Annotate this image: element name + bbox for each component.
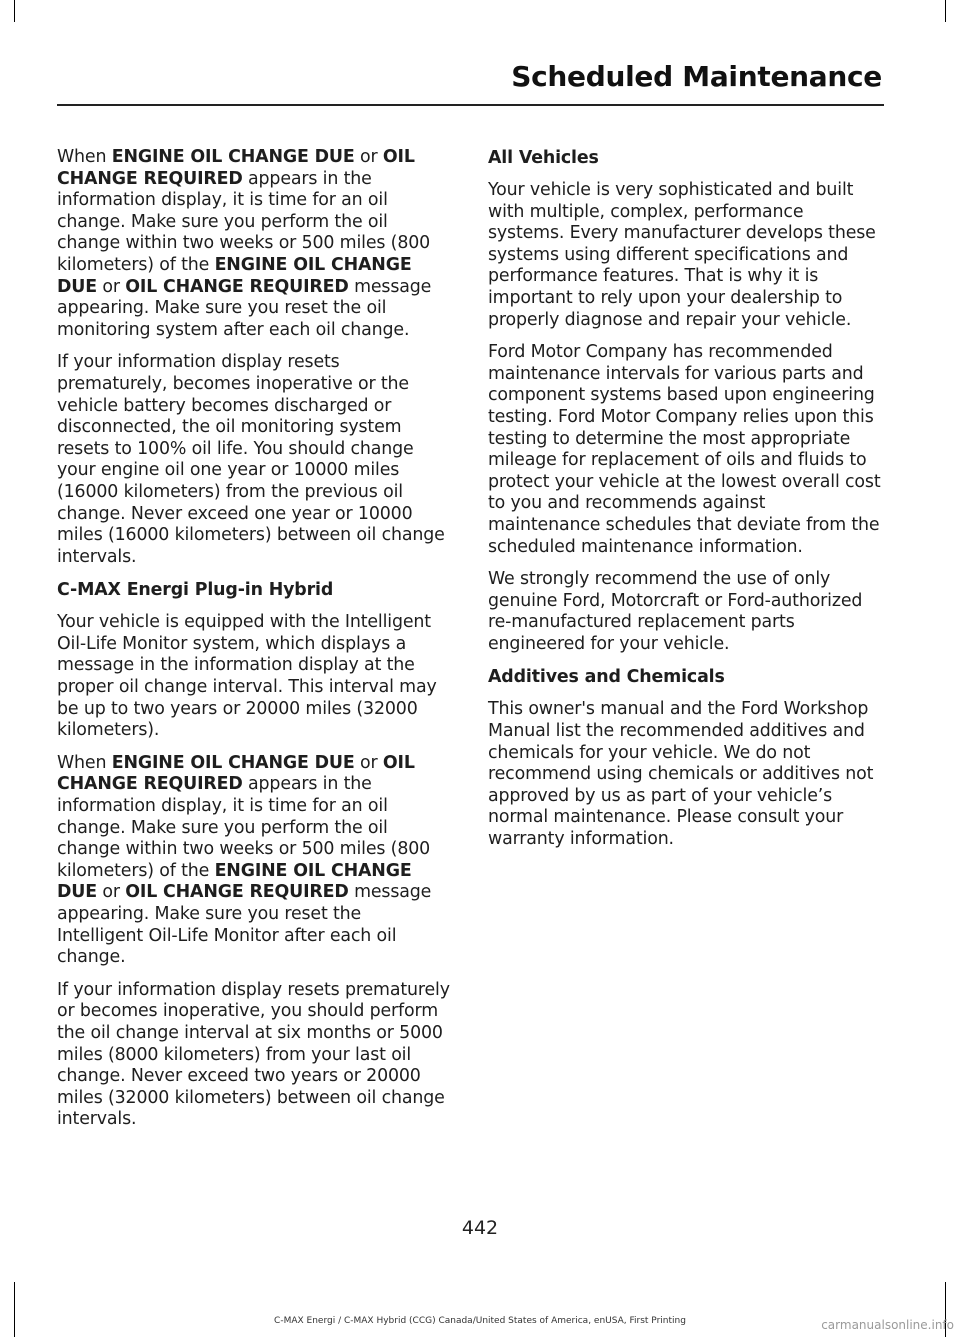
section-heading: Additives and Chemicals [488,667,725,688]
paragraph: When ENGINE OIL CHANGE DUE or OIL CHANGE REQUIRED appears in the information display, it is time for an oil change. Make sure you perform the oil change within two weeks or 500 miles (800 kilometers) of the ENGINE OIL CHANGE DUE or OIL CHANGE REQUIRED message appearing. Make sure you reset the oil monitoring system after each oil change. [57,147,432,340]
paragraph: If your information display resets prematurely, becomes inoperative or the vehicle battery becomes discharged or disconnected, the oil monitoring system resets to 100% oil life. You should change your engine oil one year or 10000 miles (16000 kilometers) from the previous oil change. Never exceed one year or 10000 miles (16000 kilometers) between oil change intervals. [57,352,445,567]
paragraph: Ford Motor Company has recommended maintenance intervals for various parts and component systems based upon engineering testing. Ford Motor Company relies upon this testing to determine the most appropriate mileage for replacement of oils and fluids to protect your vehicle at the lowest overall cost to you and recommends against maintenance schedules that deviate from the scheduled maintenance information. [488,342,881,557]
crop-mark-top-right [945,0,946,22]
paragraph: If your information display resets prematurely or becomes inoperative, you should perform the oil change interval at six months or 5000 miles (8000 kilometers) from your last oil change. Never exceed two years or 20000 miles (32000 kilometers) between oil change intervals. [57,979,450,1130]
paragraph: We strongly recommend the use of only genuine Ford, Motorcraft or Ford-authorized re-manufactured replacement parts engineered for your vehicle. [488,569,863,654]
watermark-link[interactable]: carmanualsonline.info [821,1318,954,1332]
footer-text: C-MAX Energi / C-MAX Hybrid (CCG) Canada/United States of America, enUSA, First Printing [274,1316,686,1326]
header-divider [57,104,884,106]
paragraph: Your vehicle is very sophisticated and built with multiple, complex, performance systems. Every manufacturer develops these systems using different specifications and performance features. That is why it is important to rely upon your dealership to properly diagnose and repair your vehicle. [488,180,876,330]
section-heading: All Vehicles [488,148,599,168]
crop-mark-bottom-left [14,1282,15,1337]
page-number: 442 [461,1217,499,1239]
paragraph: Your vehicle is equipped with the Intelligent Oil-Life Monitor system, which displays a message in the information display at the proper oil change interval. This interval may be up to two years or 20000 miles (32000 kilometers). [57,612,437,741]
left-column [57,147,450,1142]
crop-mark-top-left [14,0,15,22]
page-title: Scheduled Maintenance [511,60,882,93]
right-column [488,147,881,862]
section-heading: C-MAX Energi Plug-in Hybrid [57,580,334,601]
paragraph: This owner's manual and the Ford Workshop Manual list the recommended additives and chemicals for your vehicle. We do not recommend using chemicals or additives not approved by us as part of your vehicle’s normal maintenance. Please consult your warranty information. [488,699,874,850]
paragraph: When ENGINE OIL CHANGE DUE or OIL CHANGE REQUIRED appears in the information display, it is time for an oil change. Make sure you perform the oil change within two weeks or 500 miles (800 kilometers) of the ENGINE OIL CHANGE DUE or OIL CHANGE REQUIRED message appearing. Make sure you reset the Intelligent Oil-Life Monitor after each oil change. [57,752,432,968]
